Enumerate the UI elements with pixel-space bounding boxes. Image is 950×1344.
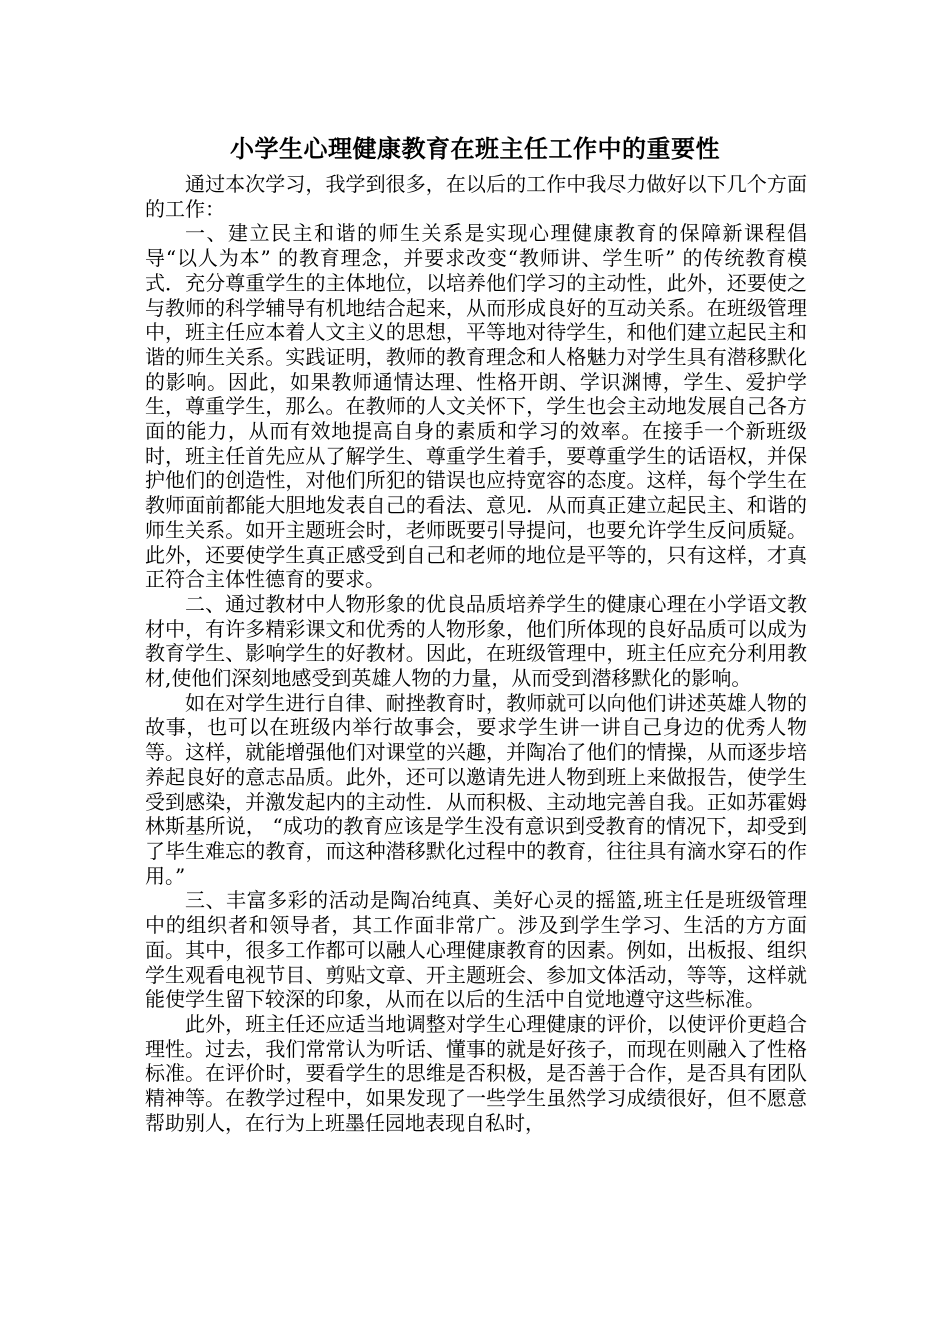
paragraph-example: 如在对学生进行自律、耐挫教育时，教师就可以向他们讲述英雄人物的故事，也可以在班级内举行故事会，要求学生讲一讲自己身边的优秀人物等。这样，就能增强他们对课堂的兴趣，并陶冶了他们的情操，从而逐步培养起良好的意志品质。此外，还可以邀请先进人物到班上来做报告，使学生受到感染，并激发起内的主动性．从而积极、主动地完善自我。正如苏霍姆林斯基所说， “成功的教育应该是学生没有意识到受教育的情况下，却受到了毕生难忘的教育，而这种潜移默化过程中的教育，往往具有滴水穿石的作用。” xyxy=(145,690,807,888)
paragraph-section-one: 一、建立民主和谐的师生关系是实现心理健康教育的保障新课程倡导“以人为本” 的教育理念，并要求改变“教师讲、学生听” 的传统教育模式．充分尊重学生的主体地位，以培养他们学习的主动性，此外，还要使之与教师的科学辅导有机地结合起来，从而形成良好的互动关系。在班级管理中，班主任应本着人文主义的思想，平等地对待学生，和他们建立起民主和谐的师生关系。实践证明，教师的教育理念和人格魅力对学生具有潜移默化的影响。因此，如果教师通情达理、性格开朗、学识渊博，学生、爱护学生，尊重学生，那么。在教师的人文关怀下，学生也会主动地发展自己各方面的能力，从而有效地提高自身的素质和学习的效率。在接手一个新班级时，班主任首先应从了解学生、尊重学生着手，要尊重学生的话语权，并保护他们的创造性，对他们所犯的错误也应持宽容的态度。这样，每个学生在教师面前都能大胆地发表自己的看法、意见．从而真正建立起民主、和谐的师生关系。如开主题班会时，老师既要引导提问，也要允许学生反问质疑。此外，还要使学生真正感受到自己和老师的地位是平等的，只有这样，才真正符合主体性德育的要求。 xyxy=(145,221,807,592)
paragraph-section-two: 二、通过教材中人物形象的优良品质培养学生的健康心理在小学语文教材中，有许多精彩课文和优秀的人物形象，他们所体现的良好品质可以成为教育学生、影响学生的好教材。因此，在班级管理中，班主任应充分利用教材,使他们深刻地感受到英雄人物的力量，从而受到潜移默化的影响。 xyxy=(145,591,807,691)
paragraph-section-three: 三、丰富多彩的活动是陶冶纯真、美好心灵的摇篮,班主任是班级管理中的组织者和领导者，其工作面非常广。涉及到学生学习、生活的方方面面。其中，很多工作都可以融人心理健康教育的因素。例如，出板报、组织学生观看电视节目、剪贴文章、开主题班会、参加文体活动，等等，这样就能使学生留下较深的印象，从而在以后的生活中自觉地遵守这些标准。 xyxy=(145,888,807,1012)
paragraph-evaluation: 此外，班主任还应适当地调整对学生心理健康的评价，以使评价更趋合理性。过去，我们常常认为听话、懂事的就是好孩子，而现在则融入了性格标准。在评价时，要看学生的思维是否积极，是否善于合作，是否具有团队精神等。在教学过程中，如果发现了一些学生虽然学习成绩很好，但不愿意帮助别人，在行为上班墨任园地表现自私时， xyxy=(145,1011,807,1135)
document-title: 小学生心理健康教育在班主任工作中的重要性 xyxy=(230,134,720,163)
document-body xyxy=(145,172,807,1135)
paragraph-intro: 通过本次学习，我学到很多，在以后的工作中我尽力做好以下几个方面的工作： xyxy=(145,172,807,221)
